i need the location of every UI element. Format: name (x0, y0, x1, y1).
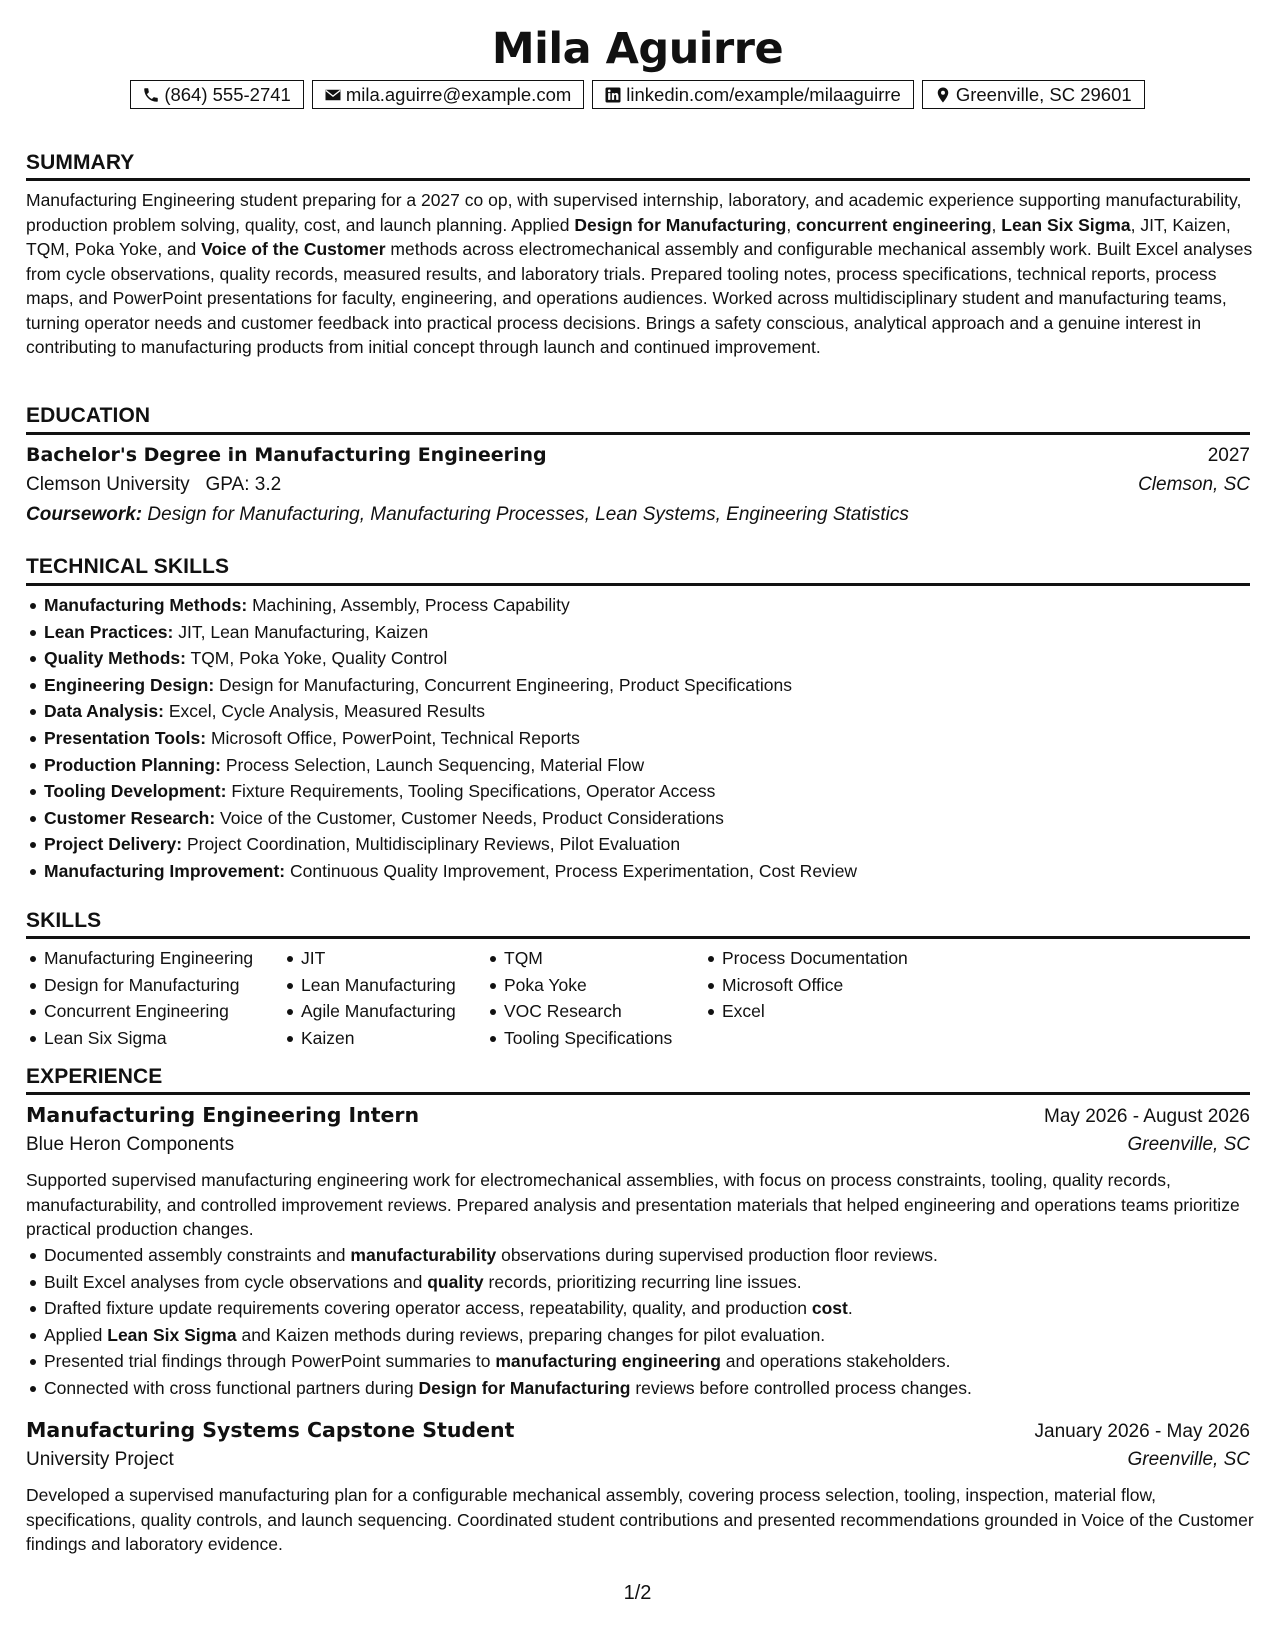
skill-item: TQM (486, 946, 672, 973)
skills-column (283, 946, 456, 1052)
technical-skill-item (26, 593, 1256, 620)
job-location: Greenville, SC (1127, 1449, 1250, 1470)
skill-item: VOC Research (486, 999, 672, 1026)
section-heading: SKILLS (26, 909, 102, 932)
job-description: Supported supervised manufacturing engineering work for electromechanical assemblies, with focus on process constraints, tooling, quality records, manufacturability, and controlled improvement reviews. Prepared analysis and presentation materials that helped engineering and operations teams prioritize practical production changes. (26, 1170, 1240, 1239)
skill-item: Tooling Specifications (486, 1026, 672, 1053)
location-text: Greenville, SC 29601 (955, 83, 1132, 105)
skill-category: Lean Practices: (44, 621, 174, 642)
job-org-row (26, 1134, 1250, 1156)
skill-category: Project Delivery: (44, 834, 183, 855)
contact-bar (0, 80, 1275, 109)
summary-paragraph (26, 188, 1256, 360)
skill-values: TQM, Poka Yoke, Quality Control (190, 648, 448, 669)
bold-text: manufacturing engineering (495, 1351, 721, 1372)
school-name: Clemson University (26, 474, 190, 495)
skill-item: JIT (283, 946, 456, 973)
technical-skill-item (26, 726, 1256, 753)
skill-item: Microsoft Office (704, 973, 908, 1000)
skill-category: Data Analysis: (44, 701, 164, 722)
skill-values: Design for Manufacturing, Concurrent Engineering, Product Specifications (219, 674, 792, 695)
text-segment: Connected with cross functional partners during (44, 1377, 419, 1398)
job-title-row (26, 1418, 1250, 1443)
skill-item: Design for Manufacturing (26, 973, 253, 1000)
email-text: mila.aguirre@example.com (345, 83, 572, 105)
skill-item: Agile Manufacturing (283, 999, 456, 1026)
experience-section-header (26, 1064, 1250, 1090)
job-org: University Project (26, 1449, 174, 1470)
skill-category: Quality Methods: (44, 648, 186, 669)
linkedin-icon (603, 85, 623, 105)
section-rule (26, 936, 1250, 939)
skill-item: Concurrent Engineering (26, 999, 253, 1026)
text-segment: records, prioritizing recurring line issues. (483, 1271, 802, 1292)
skills-column (26, 946, 253, 1052)
text-segment: Applied (44, 1324, 108, 1345)
skill-item: Excel (704, 999, 908, 1026)
job-bullets (26, 1243, 1256, 1403)
coursework (26, 504, 909, 526)
skill-item: Lean Manufacturing (283, 973, 456, 1000)
text-segment: reviews before controlled process changes. (630, 1377, 972, 1398)
degree-title: Bachelor's Degree in Manufacturing Engineering (26, 444, 547, 466)
skills-section-header (26, 908, 1250, 934)
skills-column (704, 946, 908, 1026)
email-link[interactable] (312, 80, 584, 109)
skill-category: Engineering Design: (44, 674, 215, 695)
skill-values: Machining, Assembly, Process Capability (252, 595, 570, 615)
page-number: 1/2 (623, 1582, 652, 1604)
bold-text: Design for Manufacturing (418, 1377, 631, 1398)
job-description: Developed a supervised manufacturing plan for a configurable mechanical assembly, covering process selection, tooling, inspection, material flow, specifications, quality controls, and launch sequencing. Coordinated student contributions and presented recommendations grounded in Voice of the Customer findings and laboratory evidence. (26, 1485, 1254, 1554)
job-bullet (26, 1323, 1256, 1350)
skill-values: Process Selection, Launch Sequencing, Material Flow (225, 754, 645, 775)
job-bullet (26, 1349, 1256, 1376)
section-rule (26, 583, 1250, 586)
text-segment: , JIT, Kaizen, TQM, Poka Yoke, and (26, 214, 1231, 259)
bold-text: Voice of the Customer (201, 239, 386, 259)
bold-text: Lean Six Sigma (107, 1324, 237, 1345)
linkedin-link[interactable] (592, 80, 914, 109)
skill-values: Continuous Quality Improvement, Process Experimentation, Cost Review (290, 860, 858, 881)
skill-values: Fixture Requirements, Tooling Specifications, Operator Access (231, 781, 716, 802)
technical-skill-item (26, 673, 1256, 700)
technical-skills-section-header (26, 554, 1250, 580)
job-dates: January 2026 - May 2026 (1034, 1421, 1250, 1442)
bold-text: Design for Manufacturing (574, 214, 787, 235)
skill-category: Customer Research: (44, 807, 216, 828)
coursework-list: Design for Manufacturing, Manufacturing Processes, Lean Systems, Engineering Statistics (147, 504, 909, 525)
school-info (26, 474, 281, 496)
gpa: GPA: 3.2 (205, 474, 282, 495)
candidate-name: Mila Aguirre (491, 24, 784, 74)
technical-skill-item (26, 806, 1256, 833)
skill-category: Tooling Development: (44, 781, 227, 802)
bold-text: Lean Six Sigma (1001, 214, 1131, 235)
skills-column (486, 946, 672, 1052)
text-segment: and Kaizen methods during reviews, preparing changes for pilot evaluation. (236, 1324, 826, 1345)
section-rule (26, 1092, 1250, 1095)
skill-item: Manufacturing Engineering (26, 946, 253, 973)
text-segment: Built Excel analyses from cycle observations and (44, 1271, 428, 1292)
school-row (26, 474, 1250, 496)
education-section-header (26, 403, 1250, 429)
section-heading: SUMMARY (26, 151, 135, 174)
technical-skill-item (26, 699, 1256, 726)
coursework-row (26, 504, 1250, 526)
skill-category: Production Planning: (44, 754, 221, 775)
phone-icon (141, 85, 161, 105)
technical-skill-item (26, 753, 1256, 780)
bold-text: cost (811, 1298, 848, 1319)
job-bullet (26, 1243, 1256, 1270)
text-segment: , (991, 214, 1002, 235)
job-bullet (26, 1376, 1256, 1403)
job-title-row (26, 1103, 1250, 1128)
job-org-row (26, 1449, 1250, 1471)
text-segment: Presented trial findings through PowerPoint summaries to (44, 1351, 496, 1372)
bold-text: quality (427, 1271, 484, 1292)
text-segment: Documented assembly constraints and (44, 1245, 351, 1265)
skill-values: JIT, Lean Manufacturing, Kaizen (178, 621, 429, 642)
text-segment: , (786, 214, 797, 235)
skill-category: Presentation Tools: (44, 727, 207, 748)
phone-link[interactable] (130, 80, 304, 109)
technical-skill-item (26, 620, 1256, 647)
skill-item: Process Documentation (704, 946, 908, 973)
job-org: Blue Heron Components (26, 1134, 235, 1155)
text-segment: methods across electromechanical assembly and configurable mechanical assembly work. Built Excel analyses from cycle observations, quality records, measured results, and laboratory trials. Prepared tooling notes, process specifications, technical reports, process maps, and PowerPoint presentations for faculty, engineering, and operations audiences. Worked across multidisciplinary student and manufacturing teams, turning operator needs and customer feedback into practical process decisions. Brings a safety conscious, analytical approach and a genuine interest in contributing to manufacturing products from initial concept through launch and continued improvement. (26, 239, 1253, 357)
envelope-icon (323, 85, 343, 105)
summary-section-header (26, 150, 1250, 176)
job-bullet (26, 1270, 1256, 1297)
coursework-label: Coursework: (26, 504, 143, 525)
job-title: Manufacturing Engineering Intern (26, 1103, 420, 1127)
linkedin-text: linkedin.com/example/milaaguirre (626, 83, 901, 105)
text-segment: . (847, 1298, 853, 1319)
graduation-year: 2027 (1207, 445, 1250, 466)
technical-skill-item (26, 859, 1256, 886)
skill-values: Microsoft Office, PowerPoint, Technical Reports (210, 727, 580, 748)
map-pin-icon (933, 85, 953, 105)
phone-text: (864) 555-2741 (164, 83, 291, 105)
skill-item: Lean Six Sigma (26, 1026, 253, 1053)
skill-item: Poka Yoke (486, 973, 672, 1000)
section-rule (26, 178, 1250, 181)
technical-skill-item (26, 832, 1256, 859)
skill-values: Project Coordination, Multidisciplinary Reviews, Pilot Evaluation (187, 834, 681, 855)
job-title: Manufacturing Systems Capstone Student (26, 1418, 515, 1442)
job-dates: May 2026 - August 2026 (1044, 1106, 1250, 1127)
section-rule (26, 432, 1250, 435)
section-heading: EXPERIENCE (26, 1065, 163, 1088)
technical-skill-item (26, 779, 1256, 806)
skill-category: Manufacturing Improvement: (44, 860, 286, 881)
skill-item: Kaizen (283, 1026, 456, 1053)
bold-text: manufacturability (350, 1245, 497, 1265)
text-segment: Manufacturing Engineering student preparing for a 2027 co op, with supervised internship, laboratory, and academic experience supporting manufacturability, production problem solving, quality, cost, and launch planning. Applied (26, 190, 1242, 235)
technical-skills-list (26, 593, 1256, 886)
skill-values: Excel, Cycle Analysis, Measured Results (168, 701, 485, 722)
text-segment: Drafted fixture update requirements covering operator access, repeatability, quality, and production (44, 1298, 812, 1319)
job-location: Greenville, SC (1127, 1134, 1250, 1155)
text-segment: and operations stakeholders. (720, 1351, 951, 1372)
technical-skill-item (26, 646, 1256, 673)
job-bullet (26, 1296, 1256, 1323)
school-location: Clemson, SC (1138, 474, 1250, 495)
degree-row (26, 444, 1250, 467)
location-link[interactable] (922, 80, 1145, 109)
bold-text: concurrent engineering (796, 214, 992, 235)
section-heading: TECHNICAL SKILLS (26, 555, 230, 578)
skill-values: Voice of the Customer, Customer Needs, Product Considerations (220, 807, 724, 828)
text-segment: observations during supervised production floor reviews. (496, 1245, 938, 1265)
skill-category: Manufacturing Methods: (44, 595, 248, 615)
section-heading: EDUCATION (26, 404, 151, 427)
